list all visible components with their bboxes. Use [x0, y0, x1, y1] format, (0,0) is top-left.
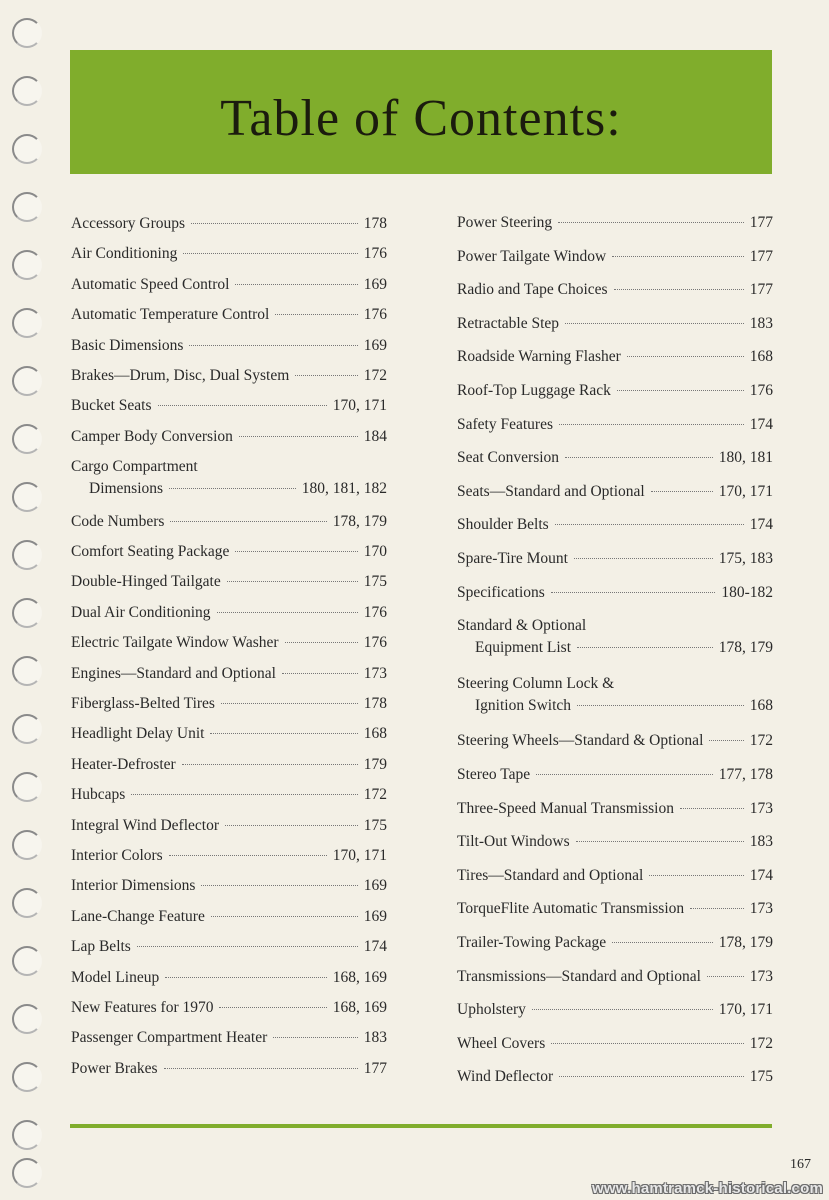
toc-entry [71, 815, 387, 837]
dot-leader [295, 375, 357, 376]
dot-leader [565, 323, 744, 324]
dot-leader [191, 223, 358, 224]
dot-leader [536, 774, 713, 775]
toc-entry [457, 1066, 773, 1088]
dot-leader [211, 916, 358, 917]
watermark: www.hamtramck-historical.com [592, 1180, 823, 1197]
toc-entry [457, 447, 773, 469]
toc-entry-label: Basic Dimensions [71, 336, 184, 354]
toc-entry [71, 213, 387, 235]
toc-entry-label: Upholstery [457, 1001, 526, 1019]
toc-entry-page: 176 [363, 245, 387, 263]
toc-entry [71, 243, 387, 265]
toc-entry [457, 414, 773, 436]
toc-entry-page: 174 [749, 415, 773, 433]
toc-entry-label: Lane-Change Feature [71, 907, 205, 925]
toc-entry [71, 967, 387, 989]
dot-leader [680, 808, 744, 809]
toc-entry [71, 1027, 387, 1049]
toc-entry-label: Camper Body Conversion [71, 427, 233, 445]
dot-leader [551, 592, 716, 593]
toc-entry-label: Engines—Standard and Optional [71, 664, 276, 682]
toc-entry-page: 183 [749, 833, 773, 851]
toc-entry [71, 335, 387, 357]
toc-entry-page: 172 [749, 732, 773, 750]
binder-hole [12, 830, 42, 860]
toc-entry-label: Fiberglass-Belted Tires [71, 695, 215, 712]
toc-entry [457, 673, 773, 717]
dot-leader [239, 436, 358, 437]
toc-entry [71, 997, 387, 1019]
toc-entry [71, 936, 387, 958]
toc-entry [457, 548, 773, 570]
dot-leader [565, 457, 713, 458]
toc-entry-label: Wind Deflector [457, 1068, 554, 1086]
toc-entry [457, 514, 773, 536]
dot-leader [709, 740, 743, 741]
toc-entry-label: Heater-Defroster [71, 755, 176, 773]
toc-entry-label: Passenger Compartment Heater [71, 1029, 268, 1047]
toc-entry-label: Power Steering [457, 214, 553, 231]
dot-leader [165, 977, 327, 978]
dot-leader [235, 551, 357, 552]
toc-entry-label: New Features for 1970 [71, 999, 214, 1016]
toc-entry-label: Comfort Seating Package [71, 543, 230, 560]
dot-leader [559, 1076, 744, 1077]
toc-entry-page: 173 [749, 900, 773, 918]
toc-entry [71, 663, 387, 685]
toc-entry [71, 274, 387, 296]
dot-leader [273, 1037, 357, 1038]
dot-leader [210, 733, 357, 734]
toc-entry [457, 764, 773, 786]
dot-leader [627, 356, 744, 357]
dot-leader [170, 521, 326, 522]
dot-leader [225, 825, 358, 826]
dot-leader [275, 314, 357, 315]
toc-entry-label: Automatic Temperature Control [71, 306, 270, 324]
toc-entry-label: Safety Features [457, 415, 553, 433]
binder-hole [12, 772, 42, 802]
toc-entry-page: 170, 171 [332, 397, 387, 415]
dot-leader [169, 488, 296, 489]
dot-leader [183, 253, 357, 254]
dot-leader [131, 794, 358, 795]
toc-entry-page: 178 [363, 695, 387, 712]
dot-leader [649, 875, 743, 876]
dot-leader [217, 612, 358, 613]
dot-leader [707, 976, 744, 977]
toc-entry [457, 831, 773, 853]
toc-entry-label: Hubcaps [71, 786, 126, 804]
dot-leader [614, 289, 744, 290]
toc-entry-label: Code Numbers [71, 512, 165, 530]
toc-entry [71, 456, 387, 500]
binder-hole [12, 366, 42, 396]
toc-entry [457, 279, 773, 301]
toc-entry [71, 906, 387, 928]
toc-entry-page: 177 [749, 247, 773, 265]
binder-hole [12, 656, 42, 686]
toc-entry-page: 168 [363, 725, 387, 743]
dot-leader [235, 284, 357, 285]
toc-entry-page: 173 [749, 967, 773, 985]
toc-entry-label: Seats—Standard and Optional [457, 482, 645, 500]
toc-entry [71, 632, 387, 654]
dot-leader [617, 390, 744, 391]
toc-entry-label: Specifications [457, 583, 545, 601]
dot-leader [577, 705, 744, 706]
toc-entry-page: 175 [363, 573, 387, 591]
dot-leader [182, 764, 358, 765]
toc-entry-page: 174 [749, 516, 773, 534]
toc-entry [71, 365, 387, 387]
binder-hole [12, 540, 42, 570]
toc-entry [71, 693, 387, 715]
toc-entry-page: 183 [749, 314, 773, 332]
toc-entry [71, 875, 387, 897]
toc-entry-label: Stereo Tape [457, 766, 531, 783]
toc-entry [457, 932, 773, 954]
toc-entry [457, 212, 773, 234]
toc-entry-label: Electric Tailgate Window Washer [71, 634, 279, 652]
toc-entry [457, 246, 773, 268]
binder-hole [12, 134, 42, 164]
toc-entry-page: 183 [363, 1029, 387, 1047]
toc-entry [71, 426, 387, 448]
toc-entry [71, 602, 387, 624]
toc-entry-label-continued: Ignition Switch [475, 696, 572, 714]
dot-leader [690, 908, 744, 909]
dot-leader [612, 256, 744, 257]
binder-hole [12, 1120, 42, 1150]
toc-entry-label: Seat Conversion [457, 449, 560, 467]
binder-hole [12, 192, 42, 222]
binder-holes [0, 0, 60, 1200]
dot-leader [574, 558, 713, 559]
toc-entry-page: 176 [363, 603, 387, 621]
toc-entry-page: 168 [749, 348, 773, 366]
toc-entry [71, 723, 387, 745]
toc-entry-page: 174 [363, 938, 387, 956]
dot-leader [137, 946, 358, 947]
toc-entry-label: TorqueFlite Automatic Transmission [457, 900, 685, 918]
dot-leader [189, 345, 357, 346]
binder-hole [12, 76, 42, 106]
toc-entry-page: 177 [749, 214, 773, 231]
toc-entry [71, 845, 387, 867]
toc-entry-label: Transmissions—Standard and Optional [457, 967, 701, 985]
toc-entry-label: Three-Speed Manual Transmission [457, 799, 674, 817]
toc-entry-label: Trailer-Towing Package [457, 934, 607, 951]
toc-entry-page: 175 [363, 816, 387, 834]
toc-entry-page: 176 [363, 306, 387, 324]
binder-hole [12, 18, 42, 48]
toc-entry-label: Tires—Standard and Optional [457, 866, 644, 884]
dot-leader [158, 405, 327, 406]
dot-leader [551, 1043, 744, 1044]
footer-rule [70, 1124, 772, 1128]
toc-entry-page: 173 [749, 799, 773, 817]
toc-entry-page: 169 [363, 907, 387, 925]
toc-entry-page: 170, 171 [718, 482, 773, 500]
toc-entry-page: 180-182 [721, 583, 773, 601]
toc-entry-page: 170, 171 [332, 847, 387, 864]
toc-entry [71, 541, 387, 563]
toc-entry-page: 173 [363, 664, 387, 682]
toc-entry-page: 170, 171 [718, 1001, 773, 1019]
dot-leader [651, 491, 713, 492]
toc-entry-label: Roof-Top Luggage Rack [457, 382, 611, 399]
dot-leader [221, 703, 358, 704]
binder-hole [12, 888, 42, 918]
toc-entry-page: 180, 181 [718, 449, 773, 467]
binder-hole [12, 1158, 42, 1188]
toc-entry-label: Shoulder Belts [457, 516, 549, 534]
toc-entry-page: 184 [363, 427, 387, 445]
toc-entry-page: 169 [363, 877, 387, 895]
toc-entry-page: 168, 169 [332, 968, 387, 986]
toc-entry-page: 178, 179 [718, 639, 773, 657]
toc-entry-page: 176 [749, 382, 773, 399]
toc-entry-label-continued: Equipment List [475, 639, 572, 657]
page-number: 167 [790, 1157, 811, 1172]
binder-hole [12, 714, 42, 744]
toc-entry-label: Bucket Seats [71, 397, 152, 415]
toc-entry-page: 177, 178 [718, 766, 773, 783]
toc-entry-page: 177 [749, 281, 773, 299]
dot-leader [612, 942, 713, 943]
toc-entry-page: 176 [363, 634, 387, 652]
toc-entry-label: Double-Hinged Tailgate [71, 573, 221, 591]
page-title: Table of Contents: [220, 89, 622, 147]
toc-entry-label-continued: Dimensions [89, 480, 164, 498]
toc-entry-page: 172 [749, 1034, 773, 1052]
toc-entry-page: 178, 179 [718, 934, 773, 951]
toc-entry-label: Accessory Groups [71, 215, 186, 232]
title-banner [70, 50, 772, 174]
toc-entry-label: Headlight Delay Unit [71, 725, 205, 743]
toc-entry-label: Model Lineup [71, 968, 160, 986]
toc-entry [457, 898, 773, 920]
dot-leader [577, 647, 713, 648]
dot-leader [282, 673, 358, 674]
toc-entry-label: Tilt-Out Windows [457, 833, 570, 851]
toc-entry [457, 582, 773, 604]
toc-entry [457, 1033, 773, 1055]
toc-entry [457, 380, 773, 402]
binder-hole [12, 946, 42, 976]
toc-entry [71, 1058, 387, 1080]
binder-hole [12, 1004, 42, 1034]
toc-entry-label: Power Brakes [71, 1059, 158, 1077]
toc-entry-page: 175, 183 [718, 550, 773, 567]
dot-leader [201, 885, 357, 886]
binder-hole [12, 1062, 42, 1092]
toc-entry-label: Cargo Compartment [71, 458, 198, 476]
toc-entry [457, 313, 773, 335]
dot-leader [219, 1007, 326, 1008]
toc-entry-label: Power Tailgate Window [457, 247, 607, 265]
toc-entry-page: 170 [363, 543, 387, 560]
toc-entry-label: Roadside Warning Flasher [457, 348, 621, 366]
toc-entry [457, 865, 773, 887]
dot-leader [532, 1009, 713, 1010]
dot-leader [285, 642, 358, 643]
dot-leader [169, 855, 327, 856]
toc-entry-label: Integral Wind Deflector [71, 816, 219, 834]
toc-entry-page: 177 [363, 1059, 387, 1077]
toc-entry-label: Wheel Covers [457, 1034, 546, 1052]
toc-entry [457, 615, 773, 659]
binder-hole [12, 598, 42, 628]
toc-entry [457, 966, 773, 988]
binder-hole [12, 250, 42, 280]
toc-entry-page: 178, 179 [332, 512, 387, 530]
toc-entry [71, 784, 387, 806]
toc-entry-label: Lap Belts [71, 938, 131, 956]
dot-leader [227, 581, 358, 582]
binder-hole [12, 308, 42, 338]
toc-entry-label: Brakes—Drum, Disc, Dual System [71, 367, 290, 384]
toc-entry-page: 175 [749, 1068, 773, 1086]
toc-entry [457, 730, 773, 752]
toc-entry-page: 169 [363, 336, 387, 354]
toc-entry-page: 178 [363, 215, 387, 232]
toc-entry-label: Dual Air Conditioning [71, 603, 211, 621]
toc-entry-label: Automatic Speed Control [71, 275, 230, 293]
toc-entry-page: 168, 169 [332, 999, 387, 1016]
toc-entry-label: Radio and Tape Choices [457, 281, 608, 299]
toc-entry-label: Air Conditioning [71, 245, 178, 263]
toc-entry-label: Interior Dimensions [71, 877, 196, 895]
toc-entry [71, 571, 387, 593]
toc-entry-page: 172 [363, 786, 387, 804]
toc-entry-page: 179 [363, 755, 387, 773]
dot-leader [555, 524, 744, 525]
toc-entry [457, 346, 773, 368]
toc-entry [457, 481, 773, 503]
toc-entry [71, 304, 387, 326]
toc-entry-page: 174 [749, 866, 773, 884]
toc-entry-page: 172 [363, 367, 387, 384]
toc-entry-label: Steering Column Lock & [457, 674, 615, 692]
toc-entry-label: Interior Colors [71, 847, 163, 864]
toc-entry-page: 180, 181, 182 [301, 480, 387, 498]
binder-hole [12, 424, 42, 454]
dot-leader [576, 841, 744, 842]
toc-entry-label: Spare-Tire Mount [457, 550, 568, 567]
toc-entry [457, 999, 773, 1021]
dot-leader [558, 222, 744, 223]
toc-entry-page: 169 [363, 275, 387, 293]
binder-hole [12, 482, 42, 512]
toc-entry-page: 168 [749, 696, 773, 714]
toc-entry-label: Retractable Step [457, 314, 559, 332]
toc-entry [71, 511, 387, 533]
toc-entry-label: Steering Wheels—Standard & Optional [457, 732, 704, 750]
toc-entry [71, 395, 387, 417]
dot-leader [164, 1068, 358, 1069]
toc-entry [457, 798, 773, 820]
dot-leader [559, 424, 744, 425]
toc-entry-label: Standard & Optional [457, 617, 587, 635]
toc-entry [71, 754, 387, 776]
